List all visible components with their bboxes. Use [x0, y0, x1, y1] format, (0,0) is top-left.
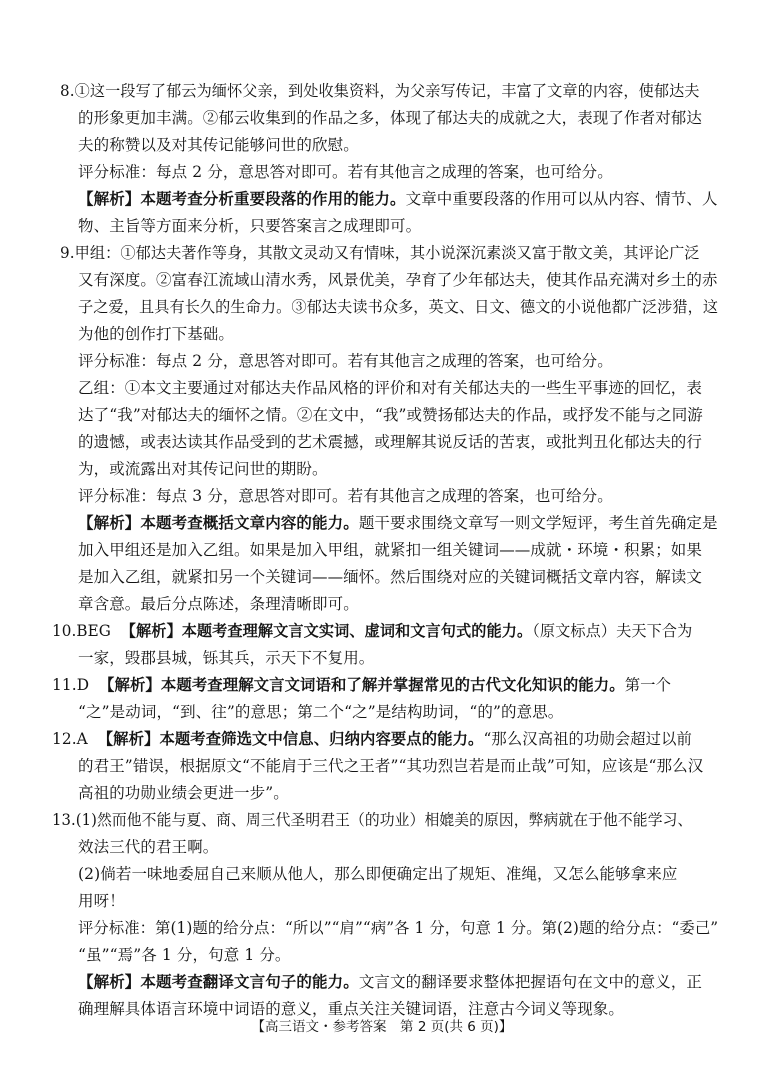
- analysis-text: “之”是动词，“到、往”的意思；第二个“之”是结构助词，“的”的意思。: [78, 703, 564, 721]
- answer-choice: A: [76, 730, 88, 748]
- analysis-text: 物、主旨等方面来分析，只要答案言之成理即可。: [78, 217, 422, 235]
- answer-text: 又有深度。②富春江流域山清水秀，风景优美，孕育了少年郁达夫，使其作品充满对乡土的赤: [78, 271, 718, 289]
- analysis-text: 文章中重要段落的作用可以从内容、情节、人: [405, 190, 718, 208]
- answer-9: [60, 240, 719, 618]
- analysis-text: 高祖的功勋业绩会更进一步”。: [78, 784, 289, 802]
- answer-11: [52, 672, 698, 726]
- answer-text: 夫的称赞以及对其传记能够问世的欣慰。: [78, 136, 359, 154]
- question-number: 10.: [52, 622, 77, 640]
- answer-text: ①这一段写了郁云为缅怀父亲，到处收集资料，为父亲写传记，丰富了文章的内容，使郁达夫: [74, 82, 700, 100]
- question-number: 12.: [52, 730, 77, 748]
- analysis-text: 确理解具体语言环境中词语的意义，重点关注关键词语，注意古今词义等现象。: [78, 1000, 625, 1018]
- analysis-text: 一家，毁郡县城，铄其兵，示天下不复用。: [78, 649, 375, 667]
- answer-text: (2)倘若一味地委屈自己来顺从他人，那么即便确定出了规矩、准绳，又怎么能够拿来应: [78, 865, 678, 883]
- question-number: 11.: [52, 676, 77, 694]
- answer-text: (1)然而他不能与夏、商、周三代圣明君王（的功业）相媲美的原因，弊病就在于他不能学习、: [75, 811, 693, 829]
- answer-text: 的遗憾，或表达读其作品受到的艺术震撼，或理解其说反话的苦衷，或批判丑化郁达夫的行: [78, 433, 703, 451]
- analysis-text: 加入甲组还是加入乙组。如果是加入甲组，就紧扣一组关键词——成就・环境・积累；如果: [78, 541, 703, 559]
- analysis-label: 【解析】本题考查理解文言文词语和了解并掌握常见的古代文化知识的能力。: [99, 676, 625, 694]
- answer-text: 甲组：①郁达夫著作等身，其散文灵动又有情味，其小说深沉素淡又富于散文美，其评论广泛: [74, 244, 700, 262]
- analysis-text: 第一个: [624, 676, 672, 694]
- scoring-criteria: “虽”“焉”各 1 分，句意 1 分。: [78, 946, 291, 964]
- answer-12: [52, 726, 704, 807]
- analysis-text: “那么汉高祖的功勋会超过以前: [483, 730, 692, 748]
- answer-10: [52, 618, 698, 672]
- analysis-label: 【解析】本题考查概括文章内容的能力。: [78, 514, 359, 532]
- answer-13: [52, 807, 719, 1023]
- scoring-criteria: 评分标准：每点 2 分，意思答对即可。若有其他言之成理的答案，也可给分。: [78, 163, 613, 181]
- answer-text: 效法三代的君王啊。: [78, 838, 219, 856]
- answer-choice: BEG: [76, 622, 111, 640]
- analysis-label: 【解析】本题考查翻译文言句子的能力。: [78, 973, 359, 991]
- page-footer: 【高三语文・参考答案 第 2 页(共 6 页)】: [251, 1019, 513, 1035]
- question-number: 9.: [60, 244, 75, 262]
- analysis-label: 【解析】本题考查理解文言文实词、虚词和文言句式的能力。: [120, 622, 533, 640]
- answer-text: 达了“我”对郁达夫的缅怀之情。②在文中，“我”或赞扬郁达夫的作品，或抒发不能与之同游: [78, 406, 703, 424]
- analysis-text: 章含意。最后分点陈述，条理清晰即可。: [78, 595, 359, 613]
- analysis-text: 的君王”错误，根据原文“不能肩于三代之王者”“其功烈岂若是而止哉”可知，应该是“那么汉: [78, 757, 704, 775]
- answer-choice: D: [76, 676, 90, 694]
- analysis-text: 题干要求围绕文章写一则文学短评，考生首先确定是: [358, 514, 718, 532]
- analysis-label: 【解析】本题考查分析重要段落的作用的能力。: [78, 190, 406, 208]
- question-number: 13.: [52, 811, 76, 829]
- answer-text: 为他的创作打下基础。: [78, 325, 235, 343]
- answer-text: 子之爱，且具有长久的生命力。③郁达夫读书众多，英文、日文、德文的小说他都广泛涉猎，这: [78, 298, 719, 316]
- scoring-criteria: 评分标准：每点 3 分，意思答对即可。若有其他言之成理的答案，也可给分。: [78, 487, 613, 505]
- analysis-text: 是加入乙组，就紧扣另一个关键词——缅怀。然后围绕对应的关键词概括文章内容，解读文: [78, 568, 703, 586]
- analysis-text: （原文标点）夫天下合为: [532, 622, 693, 640]
- answer-text: 乙组：①本文主要通过对郁达夫作品风格的评价和对有关郁达夫的一些生平事迹的回忆，表: [78, 379, 703, 397]
- question-number: 8.: [60, 82, 75, 100]
- answer-text: 用呀！: [78, 892, 125, 910]
- answer-text: 的形象更加丰满。②郁云收集到的作品之多，体现了郁达夫的成就之大，表现了作者对郁达: [78, 109, 703, 127]
- answer-text: 为，或流露出对其传记问世的期盼。: [78, 460, 328, 478]
- answer-8: [60, 78, 718, 240]
- scoring-criteria: 评分标准：每点 2 分，意思答对即可。若有其他言之成理的答案，也可给分。: [78, 352, 613, 370]
- analysis-text: 文言文的翻译要求整体把握语句在文中的意义，正: [358, 973, 703, 991]
- analysis-label: 【解析】本题考查筛选文中信息、归纳内容要点的能力。: [97, 730, 484, 748]
- scoring-criteria: 评分标准：第(1)题的给分点：“所以”“肩”“病”各 1 分，句意 1 分。第(2)题的给分点：“委己”: [78, 919, 719, 937]
